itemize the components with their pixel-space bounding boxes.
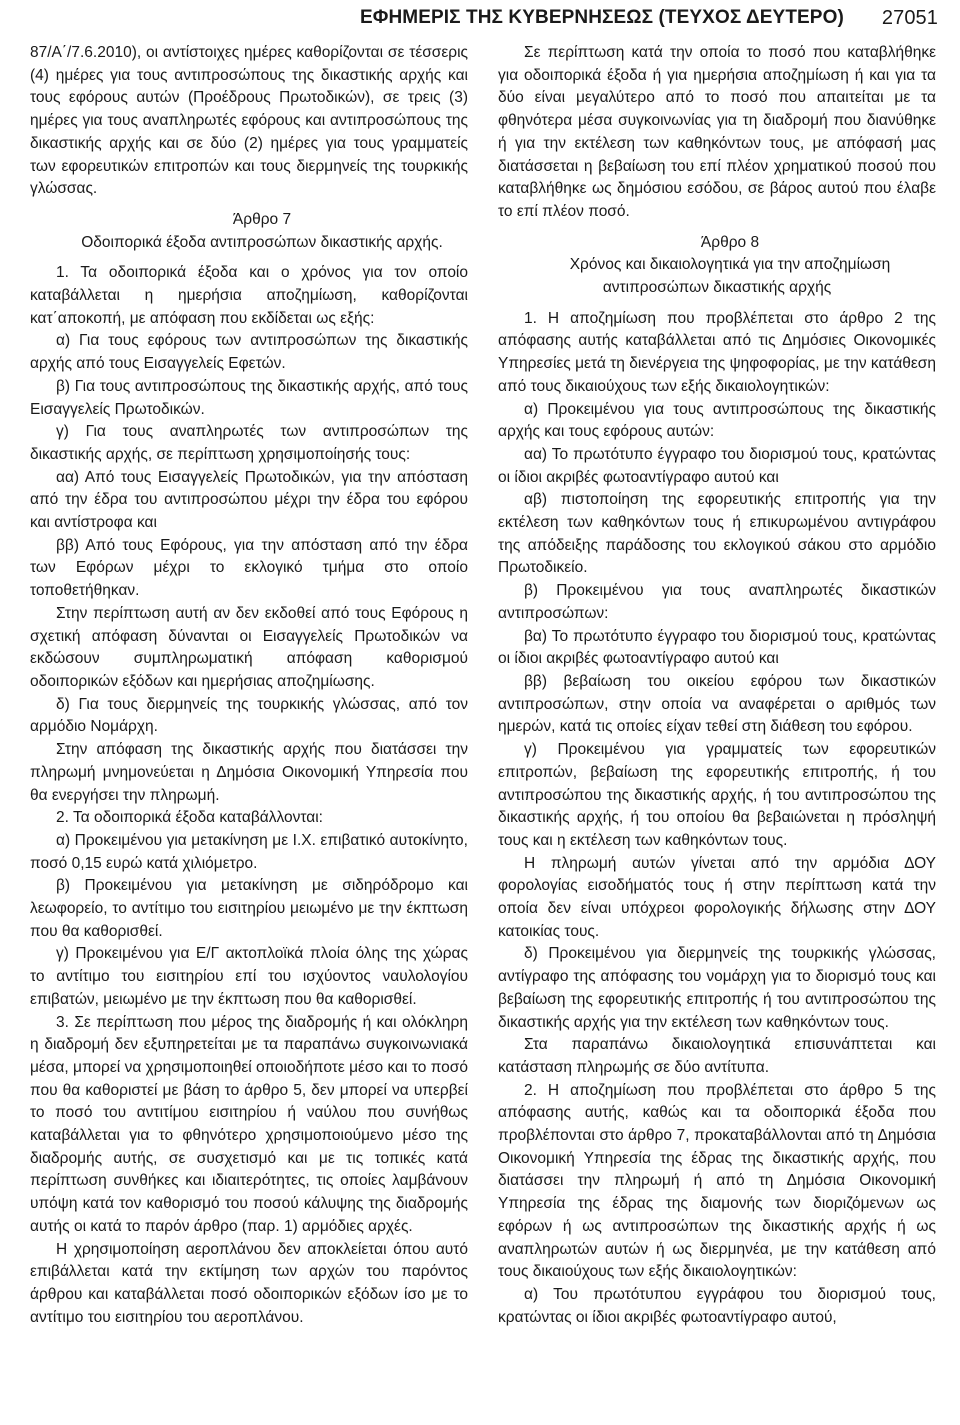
paragraph: Η χρησιμοποίηση αεροπλάνου δεν αποκλείεται όπου αυτό επιβάλλεται κατά την εκτίμηση των αρχών του παρόντος άρθρου και καταβάλλεται ποσό οδοιπορικών εξόδων ίσο με το αντίτιμο του εισιτηρίου του αεροπλάνου. — [30, 1240, 468, 1326]
paragraph: β) Προκειμένου για τους αναπληρωτές δικαστικών αντιπροσώπων: — [498, 582, 936, 622]
paragraph: βα) Το πρωτότυπο έγγραφο του διορισμού τους, κρατώντας οι ίδιοι ακριβές φωτοαντίγραφο αυτού και — [498, 627, 936, 668]
paragraph: γ) Προκειμένου για γραμματείς των εφορευτικών επιτροπών, βεβαίωση της εφορευτικής επιτροπής, ή του αντιπροσώπου της δικαστικής αρχής, ή του αντιπροσώπου της δικαστικής αρχής, ή του οποίου θα βεβαιώνεται η πρόσληψή τους και η εκτέλεση των καθηκόντων τους. — [498, 741, 936, 849]
paragraph: Στην περίπτωση αυτή αν δεν εκδοθεί από τους Εφόρους η σχετική απόφαση δύνανται οι Εισαγγελείς Πρωτοδικών να εκδώσουν συμπληρωματική απόφαση καθορισμού οδοιπορικών εξόδων και ημερήσιας αποζημίωσης. — [30, 604, 468, 690]
paragraph: αα) Το πρωτότυπο έγγραφο του διορισμού τους, κρατώντας οι ίδιοι ακριβές φωτοαντίγραφο αυτού και — [498, 445, 936, 486]
paragraph: Η πληρωμή αυτών γίνεται από την αρμόδια ΔΟΥ φορολογίας εισοδήματός τους ή στην περίπτωση κατά την οποία δεν είναι υπόχρεοι φορολογικής δήλωσης στην ΔΟΥ κατοικίας τους. — [498, 854, 936, 940]
page-header — [30, 0, 938, 36]
paragraph: α) Για τους εφόρους των αντιπροσώπων της δικαστικής αρχής από τους Εισαγγελείς Εφετών. — [30, 332, 468, 373]
paragraph: α) Προκειμένου για τους αντιπροσώπους της δικαστικής αρχής και τους εφόρους αυτών: — [498, 400, 936, 441]
text-columns — [30, 42, 936, 1422]
paragraph: γ) Προκειμένου για Ε/Γ ακτοπλοϊκά πλοία όλης της χώρας το αντίτιμο του εισιτηρίου επί του ισχύοντος ναυλολογίου επιβατών, μειωμένο με την έκπτωση που θα καθορισθεί. — [30, 945, 468, 1008]
paragraph: 2. Η αποζημίωση που προβλέπεται στο άρθρο 5 της απόφασης αυτής, καθώς και τα οδοιπορικά έξοδα που προβλέπονται στο άρθρο 7, προκαταβάλλονται από τη Δημόσια Οικονομική Υπηρεσία της έδρας της δικαστικής αρχής, που διατάσσει την πληρωμή ή από τη Δημόσια Οικονομική Υπηρεσία της έδρας της διαμονής των διοριζόμενων ως εφόρων ή ως αντιπροσώπων της δικαστικής αρχής ή ως αναπληρωτών αυτών ή ως διερμηνέα, με την κατάθεση από τους δικαιούχους των εξής δικαιολογητικών: — [498, 1081, 936, 1281]
paragraph: ββ) Από τους Εφόρους, για την απόσταση από την έδρα των Εφόρων μέχρι το εκλογικό τμήμα στο οποίο τοποθετήθηκαν. — [30, 536, 468, 600]
paragraph: β) Για τους αντιπροσώπους της δικαστικής αρχής, από τους Εισαγγελείς Πρωτοδικών. — [30, 377, 468, 418]
paragraph: αα) Από τους Εισαγγελείς Πρωτοδικών, για την απόσταση από την έδρα του αντιπροσώπου μέχρι την έδρα του εφόρου και αντίστροφα και — [30, 468, 468, 532]
paragraph: Στα παραπάνω δικαιολογητικά επισυνάπτεται και κατάσταση πληρωμής σε δύο αντίτυπα. — [498, 1036, 936, 1076]
paragraph: Στην απόφαση της δικαστικής αρχής που διατάσσει την πληρωμή μνημονεύεται η Δημόσια Οικονομική Υπηρεσία που θα ενεργήσει την πληρωμή. — [30, 741, 468, 804]
article-7-title: Άρθρο 7 — [232, 210, 292, 228]
paragraph: Σε περίπτωση κατά την οποία το ποσό που καταβλήθηκε για οδοιπορικά έξοδα ή για ημερήσια αποζημίωση ή και για τα δύο είναι μεγαλύτερο από το ποσό που απαιτείται με τα φθηνότερα μέσα συγκοινωνίας για τη διαδρομή που διανύθηκε ή για την εκτέλεση των καθηκόντων τους, με απόφασή μας διατάσσεται η βεβαίωση του επί πλέον χρηματικού ποσού που καταβλήθηκε ως δημόσιου εσόδου, σε βάρος αυτού που έλαβε το επί πλέον ποσό. — [498, 44, 936, 220]
paragraph: γ) Για τους αναπληρωτές των αντιπροσώπων της δικαστικής αρχής, σε περίπτωση χρησιμοποίησής τους: — [30, 423, 468, 463]
paragraph: 87/Α΄/7.6.2010), οι αντίστοιχες ημέρες καθορίζονται σε τέσσερις (4) ημέρες για τους αντιπροσώπους της δικαστικής αρχής και τους εφόρους αυτών (Προέδρους Πρωτοδικών), σε τρεις (3) ημέρες για τους αναπληρωτές εφόρους και αντιπροσώπους της δικαστικής αρχής και σε δύο (2) ημέρες για τους γραμματείς των εφορευτικών επιτροπών και τους διερμηνείς της τουρκικής γλώσσας. — [30, 44, 468, 198]
left-column — [30, 42, 468, 1422]
gazette-title: ΕΦΗΜΕΡΙΣ ΤΗΣ ΚΥΒΕΡΝΗΣΕΩΣ (ΤΕΥΧΟΣ ΔΕΥΤΕΡΟ) — [359, 7, 844, 28]
paragraph: α) Προκειμένου για μετακίνηση με Ι.Χ. επιβατικό αυτοκίνητο, ποσό 0,15 ευρώ κατά χιλιόμετρο. — [30, 831, 468, 872]
paragraph: 3. Σε περίπτωση που μέρος της διαδρομής ή και ολόκληρη η διαδρομή δεν εξυπηρετείται με τα παραπάνω συγκοινωνιακά μέσα, μπορεί να χρησιμοποιηθεί οποιοδήποτε μέσο και το ποσό που θα καθοριστεί με βάση το άρθρο 5, δεν μπορεί να υπερβεί το ποσό του αντιτίμου εισιτηρίου ή ναύλου που συνήθως καταβάλλεται για το φθηνότερο χρησιμοποιούμενο μέσο της διαδρομής αυτής, σε συσχετισμό και με τις τοπικές κατά περίπτωση συνθήκες και ιδιαιτερότητες, τις οποίες λαμβάνουν υπόψη κατά τον καθορισμό του ποσού κάλυψης της διαδρομής αυτής οι κατά το παρόν άρθρο (παρ. 1) αρμόδιες αρχές. — [30, 1013, 468, 1235]
paragraph: δ) Για τους διερμηνείς της τουρκικής γλώσσας, από τον αρμόδιο Νομάρχη. — [30, 695, 468, 736]
paragraph: δ) Προκειμένου για διερμηνείς της τουρκικής γλώσσας, αντίγραφο της απόφασης του νομάρχη για το διορισμό τους και βεβαίωση της εφορευτικής επιτροπής ή του αντιπροσώπου της δικαστικής αρχής για την εκτέλεση των καθηκόντων τους. — [498, 945, 936, 1031]
right-column — [498, 42, 936, 1422]
article-8-subtitle: Χρόνος και δικαιολογητικά για την αποζημίωση αντιπροσώπων δικαστικής αρχής — [569, 256, 891, 297]
article-7-subtitle: Οδοιπορικά έξοδα αντιπροσώπων δικαστικής αρχής. — [81, 233, 443, 251]
paragraph: 1. Η αποζημίωση που προβλέπεται στο άρθρο 2 της απόφασης αυτής καταβάλλεται από τις Δημόσιες Οικονομικές Υπηρεσίες μετά τη διενέργεια της ψηφοφορίας, με την κατάθεση από τους δικαιούχους των εξής δικαιολογητικών: — [498, 309, 936, 395]
paragraph: 2. Τα οδοιπορικά έξοδα καταβάλλονται: — [56, 809, 323, 827]
paragraph: αβ) πιστοποίηση της εφορευτικής επιτροπής για την εκτέλεση των καθηκόντων τους ή επικυρωμένου αντιγράφου της απόδειξης παράδοσης του εκλογικού σάκου στο αρμόδιο Πρωτοδικείο. — [498, 491, 936, 577]
article-8-title: Άρθρο 8 — [700, 233, 760, 251]
paragraph: ββ) βεβαίωση του οικείου εφόρου των δικαστικών αντιπροσώπων, στην οποία να αναφέρεται ο αριθμός των ημερών, κατά τις οποίες είχαν τεθεί στη διάθεση του εφόρου. — [498, 672, 936, 736]
page-number: 27051 — [881, 6, 938, 29]
paragraph: 1. Τα οδοιπορικά έξοδα και ο χρόνος για τον οποίο καταβάλλεται η ημερήσια αποζημίωση, καθορίζονται κατ΄αποκοπή, με απόφαση που εκδίδεται ως εξής: — [30, 264, 468, 327]
paragraph: α) Του πρωτότυπου εγγράφου του διορισμού τους, κρατώντας οι ίδιοι ακριβές φωτοαντίγραφο αυτού, — [498, 1285, 936, 1326]
paragraph: β) Προκειμένου για μετακίνηση με σιδηρόδρομο και λεωφορείο, το αντίτιμο του εισιτηρίου μειωμένο με την έκπτωση που θα καθορισθεί. — [30, 877, 468, 940]
